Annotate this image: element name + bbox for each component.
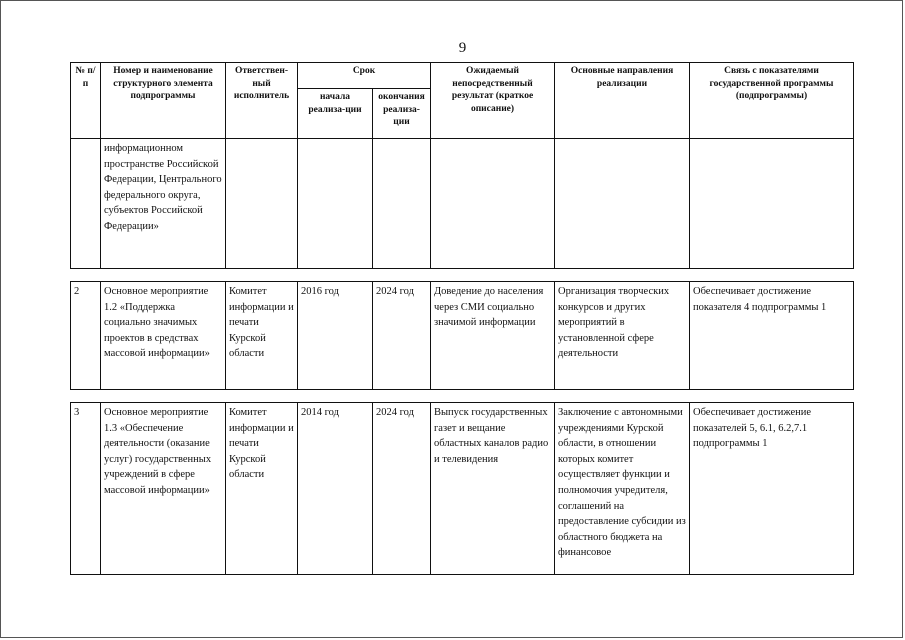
cell-name: информационном пространстве Российской Федерации, Центрального федерального округа, субъектов Российской Федерации» bbox=[101, 139, 226, 269]
cell-executor: Комитет информации и печати Курской области bbox=[226, 403, 298, 575]
cell-executor bbox=[226, 139, 298, 269]
cell-end bbox=[373, 139, 431, 269]
cell-link bbox=[690, 139, 854, 269]
cell-end: 2024 год bbox=[373, 282, 431, 390]
table-row bbox=[71, 139, 854, 269]
header-num: № п/п bbox=[71, 63, 101, 139]
cell-name: Основное мероприятие 1.2 «Поддержка социально значимых проектов в средствах массовой информации» bbox=[101, 282, 226, 390]
header-name: Номер и наименование структурного элемента подпрограммы bbox=[101, 63, 226, 139]
header-directions: Основные направления реализации bbox=[555, 63, 690, 139]
cell-name: Основное мероприятие 1.3 «Обеспечение деятельности (оказание услуг) государственных учреждений в сфере массовой информации» bbox=[101, 403, 226, 575]
table-row bbox=[71, 403, 854, 575]
cell-link: Обеспечивает достижение показателей 5, 6.1, 6.2,7.1 подпрограммы 1 bbox=[690, 403, 854, 575]
header-term: Срок bbox=[298, 63, 431, 89]
row-spacer bbox=[71, 269, 854, 282]
header-term-end: окончания реализа-ции bbox=[373, 89, 431, 139]
header-term-start: начала реализа-ции bbox=[298, 89, 373, 139]
header-executor: Ответствен-ный исполнитель bbox=[226, 63, 298, 139]
cell-link: Обеспечивает достижение показателя 4 подпрограммы 1 bbox=[690, 282, 854, 390]
cell-end: 2024 год bbox=[373, 403, 431, 575]
cell-directions bbox=[555, 139, 690, 269]
header-link: Связь с показателями государственной программы (подпрограммы) bbox=[690, 63, 854, 139]
cell-num bbox=[71, 139, 101, 269]
cell-executor: Комитет информации и печати Курской области bbox=[226, 282, 298, 390]
table-row bbox=[71, 282, 854, 390]
cell-start: 2014 год bbox=[298, 403, 373, 575]
cell-result: Доведение до населения через СМИ социально значимой информации bbox=[431, 282, 555, 390]
cell-directions: Организация творческих конкурсов и других мероприятий в установленной сфере деятельности bbox=[555, 282, 690, 390]
program-table bbox=[70, 62, 854, 575]
row-spacer bbox=[71, 390, 854, 403]
cell-num: 3 bbox=[71, 403, 101, 575]
cell-result: Выпуск государственных газет и вещание областных каналов радио и телевидения bbox=[431, 403, 555, 575]
header-result: Ожидаемый непосредственный результат (краткое описание) bbox=[431, 63, 555, 139]
cell-num: 2 bbox=[71, 282, 101, 390]
cell-start: 2016 год bbox=[298, 282, 373, 390]
cell-start bbox=[298, 139, 373, 269]
cell-result bbox=[431, 139, 555, 269]
cell-directions: Заключение с автономными учреждениями Курской области, в отношении которых комитет осуществляет функции и полномочия учредителя, соглашений на предоставление субсидии из областного бюджета на финансовое bbox=[555, 403, 690, 575]
page-number: 9 bbox=[458, 40, 467, 56]
